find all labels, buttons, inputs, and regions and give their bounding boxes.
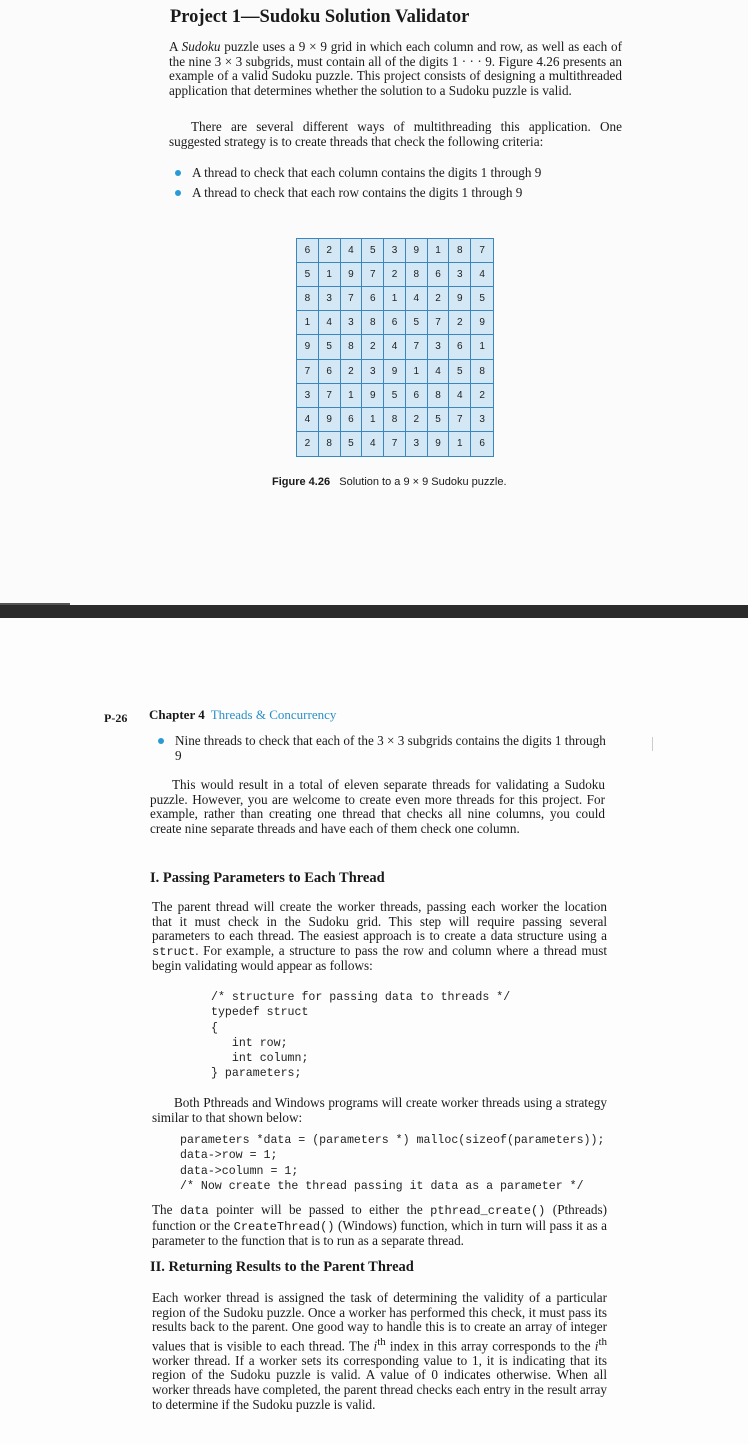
strategy-paragraph: There are several different ways of multithreading this application. One suggested strategy is to create threads that check the following criteria:	[169, 119, 622, 149]
sudoku-cell: 3	[471, 408, 493, 432]
code-block-malloc: parameters *data = (parameters *) malloc(sizeof(parameters)); data->row = 1; data->column = 1; /* Now create the thread passing it data as a parameter */	[180, 1134, 605, 1193]
sudoku-cell: 1	[297, 311, 319, 335]
sudoku-cell: 4	[449, 384, 471, 408]
sudoku-cell: 6	[384, 311, 406, 335]
sudoku-cell: 3	[319, 287, 341, 311]
sudoku-cell: 4	[319, 311, 341, 335]
sudoku-cell: 8	[449, 239, 471, 263]
sudoku-cell: 7	[319, 384, 341, 408]
results-text-3: worker thread. If a worker sets its corresponding value to 1, it is indicating that its region of the Sudoku puzzle is valid. A value of 0 indicates otherwise. When all worker threads have completed, the parent thread checks each entry in the result array to determine if the Sudoku puzzle is valid.	[152, 1352, 607, 1412]
results-text-2: index in this array corresponds to the	[385, 1338, 595, 1354]
sudoku-cell: 8	[428, 384, 450, 408]
sudoku-cell: 7	[428, 311, 450, 335]
criteria-text: Nine threads to check that each of the 3 × 3 subgrids contains the digits 1 through 9	[175, 733, 606, 763]
sudoku-cell: 8	[297, 287, 319, 311]
sudoku-cell: 3	[406, 432, 428, 456]
page-top	[0, 0, 748, 605]
sudoku-cell: 5	[406, 311, 428, 335]
sudoku-cell: 6	[406, 384, 428, 408]
pointer-text-1: The	[152, 1202, 180, 1217]
sudoku-cell: 6	[449, 335, 471, 359]
sudoku-cell: 1	[362, 408, 384, 432]
sudoku-cell: 9	[319, 408, 341, 432]
sudoku-cell: 3	[297, 384, 319, 408]
project-title: Project 1—Sudoku Solution Validator	[170, 7, 470, 27]
sudoku-cell: 6	[341, 408, 363, 432]
sudoku-cell: 9	[297, 335, 319, 359]
figure-caption	[272, 476, 507, 488]
sudoku-cell: 5	[297, 263, 319, 287]
sudoku-cell: 2	[319, 239, 341, 263]
results-i-1: i	[373, 1338, 378, 1354]
pointer-text-4: (Windows) function, which in turn will pass it as a parameter to the function that is to run as a separate thread.	[152, 1217, 608, 1249]
sudoku-cell: 5	[471, 287, 493, 311]
sudoku-cell: 2	[297, 432, 319, 456]
section-heading-passing-parameters: I. Passing Parameters to Each Thread	[150, 870, 385, 886]
sudoku-cell: 9	[449, 287, 471, 311]
margin-mark	[652, 737, 653, 751]
bullet-icon	[175, 170, 181, 176]
criteria-text: A thread to check that each row contains the digits 1 through 9	[192, 184, 523, 200]
inline-code-struct: struct	[152, 944, 196, 959]
sudoku-cell: 5	[384, 384, 406, 408]
sudoku-cell: 3	[449, 263, 471, 287]
sudoku-cell: 9	[406, 239, 428, 263]
sudoku-cell: 7	[297, 360, 319, 384]
sudoku-cell: 7	[362, 263, 384, 287]
sudoku-cell: 2	[471, 384, 493, 408]
section-heading-returning-results: II. Returning Results to the Parent Thread	[150, 1259, 414, 1275]
sudoku-cell: 6	[297, 239, 319, 263]
sudoku-cell: 3	[341, 311, 363, 335]
intro-text-rest: puzzle uses a 9 × 9 grid in which each column and row, as well as each of the nine 3 × 3 subgrids, must contain all of the digits 1 · · · 9. Figure 4.26 presents an example of a valid Sudoku puzzle. This project consists of designing a multithreaded application that determines whether the solution to a Sudoku puzzle is valid.	[169, 39, 623, 98]
bullet-icon	[158, 738, 164, 744]
eleven-threads-paragraph: This would result in a total of eleven separate threads for validating a Sudoku puzzle. However, you are welcome to create even more threads for this project. For example, rather than creating one thread that checks all nine columns, you could create nine separate threads and have each of them check one column.	[150, 777, 605, 836]
inline-code-data: data	[179, 1204, 209, 1218]
sudoku-cell: 2	[406, 408, 428, 432]
sudoku-cell: 8	[319, 432, 341, 456]
sudoku-cell: 4	[384, 335, 406, 359]
intro-text-start: A	[169, 39, 182, 54]
inline-code-pthread-create: pthread_create()	[430, 1204, 546, 1218]
sudoku-cell: 7	[471, 239, 493, 263]
figure-caption-text: Solution to a 9 × 9 Sudoku puzzle.	[339, 476, 507, 488]
sudoku-cell: 4	[428, 360, 450, 384]
worker-threads-paragraph: Both Pthreads and Windows programs will create worker threads using a strategy similar to that shown below:	[152, 1095, 607, 1125]
parameters-text-start: The parent thread will create the worker threads, passing each worker the location that it must check in the Sudoku grid. This step will require passing several parameters to each thread. The easiest approach is to create a data structure using a	[152, 899, 607, 944]
criteria-item-rows	[172, 186, 602, 201]
sudoku-cell: 6	[479, 438, 485, 450]
sudoku-cell: 7	[449, 408, 471, 432]
subgrid-list	[155, 734, 610, 768]
criteria-list	[172, 166, 602, 205]
sudoku-cell: 8	[471, 360, 493, 384]
sudoku-cell: 8	[406, 263, 428, 287]
sudoku-cell: 1	[384, 287, 406, 311]
sudoku-cell: 1	[319, 263, 341, 287]
sudoku-cell: 4	[297, 408, 319, 432]
pointer-text-3: (Pthreads) function or the	[152, 1202, 607, 1233]
sudoku-cell: 7	[384, 432, 406, 456]
code-block-struct: /* structure for passing data to threads */ typedef struct { int row; int column; } parameters;	[211, 991, 511, 1081]
page-number: P-26	[104, 711, 128, 725]
sudoku-cell: 5	[428, 408, 450, 432]
sudoku-cell: 9	[341, 263, 363, 287]
sudoku-cell: 9	[471, 311, 493, 335]
sudoku-cell: 5	[319, 335, 341, 359]
intro-sudoku-term: Sudoku	[181, 39, 221, 54]
sudoku-cell: 6	[319, 360, 341, 384]
parameters-text-rest: . For example, a structure to pass the row and column where a thread must begin validating would appear as follows:	[152, 942, 607, 974]
results-paragraph	[152, 1291, 607, 1412]
pointer-text-2: pointer will be passed to either the	[208, 1202, 431, 1217]
sudoku-cell: 4	[406, 287, 428, 311]
sudoku-cell: 7	[341, 287, 363, 311]
sudoku-grid	[296, 238, 494, 457]
sudoku-cell: 2	[341, 360, 363, 384]
intro-paragraph	[169, 40, 622, 98]
sudoku-cell: 9	[428, 432, 450, 456]
sudoku-cell: 5	[341, 432, 363, 456]
sudoku-cell: 2	[428, 287, 450, 311]
sudoku-cell: 1	[341, 384, 363, 408]
sudoku-cell: 8	[341, 335, 363, 359]
criteria-text: A thread to check that each column contains the digits 1 through 9	[192, 165, 542, 180]
sudoku-cell: 3	[362, 360, 384, 384]
sudoku-cell: 2	[449, 311, 471, 335]
sudoku-cell: 8	[362, 311, 384, 335]
inline-code-createthread: CreateThread()	[233, 1219, 335, 1234]
sudoku-cell: 1	[428, 239, 450, 263]
sudoku-cell: 1	[449, 432, 471, 456]
figure-label: Figure 4.26	[272, 476, 331, 488]
sudoku-cell: 1	[406, 360, 428, 384]
chapter-title: Threads & Concurrency	[210, 707, 337, 722]
results-i-2: i	[594, 1338, 599, 1354]
sudoku-cell: 4	[362, 432, 384, 456]
sudoku-cell: 2	[384, 263, 406, 287]
sudoku-cell: 3	[384, 239, 406, 263]
sudoku-cell: 6	[362, 287, 384, 311]
sudoku-cell: 6	[428, 263, 450, 287]
sudoku-cell: 3	[428, 335, 450, 359]
sudoku-cell: 5	[362, 239, 384, 263]
sudoku-cell: 2	[362, 335, 384, 359]
data-pointer-paragraph	[152, 1203, 607, 1249]
results-sup-1: th	[377, 1335, 386, 1348]
sudoku-cell: 1	[471, 335, 493, 359]
sudoku-cell: 4	[341, 239, 363, 263]
sudoku-cell: 9	[384, 360, 406, 384]
bullet-icon	[175, 190, 181, 196]
parameters-paragraph	[152, 900, 607, 974]
sudoku-cell: 5	[449, 360, 471, 384]
criteria-item-columns	[172, 166, 602, 181]
results-sup-2: th	[598, 1335, 607, 1348]
sudoku-cell: 9	[362, 384, 384, 408]
sudoku-cell: 8	[384, 408, 406, 432]
chapter-header	[149, 707, 336, 723]
criteria-item-subgrids	[155, 734, 610, 763]
sudoku-cell: 7	[406, 335, 428, 359]
results-text-1: Each worker thread is assigned the task of determining the validity of a particular region of the Sudoku puzzle. Once a worker has performed this check, it must pass its results back to the parent. One good way to handle this is to create an array of integer values that is visible to each thread. The	[152, 1290, 607, 1354]
sudoku-cell: 4	[471, 263, 493, 287]
chapter-number: Chapter 4	[149, 707, 205, 722]
page-divider	[0, 605, 748, 618]
